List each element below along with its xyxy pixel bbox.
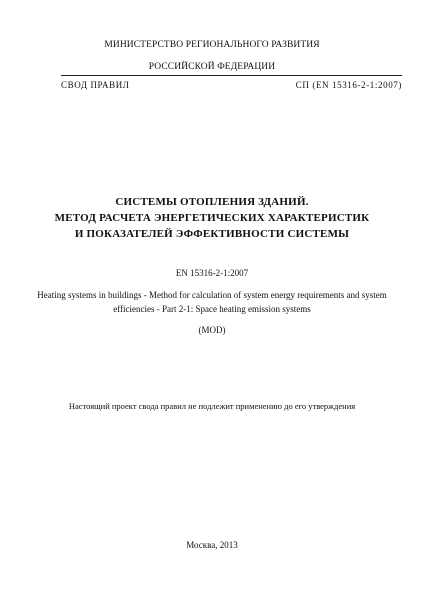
title-line: СИСТЕМЫ ОТОПЛЕНИЯ ЗДАНИЙ. [115,196,309,208]
english-title-line: efficiencies - Part 2-1: Space heating emission systems [113,303,311,314]
mod-label: (MOD) [198,325,226,335]
header-divider [61,75,402,76]
english-title [0,289,424,316]
federation-name: РОССИЙСКОЙ ФЕДЕРАЦИИ [148,62,276,72]
document-code: СП (EN 15316-2-1:2007) [295,80,402,90]
place-year: Москва, 2013 [186,540,238,550]
title-line: МЕТОД РАСЧЕТА ЭНЕРГЕТИЧЕСКИХ ХАРАКТЕРИСТИК [54,212,370,224]
document-title [0,194,424,242]
standard-code: EN 15316-2-1:2007 [175,268,249,278]
document-type: СВОД ПРАВИЛ [61,80,130,90]
approval-notice: Настоящий проект свода правил не подлежит применению до его утверждения [68,401,356,411]
code-row [61,80,402,94]
title-line: И ПОКАЗАТЕЛЕЙ ЭФФЕКТИВНОСТИ СИСТЕМЫ [74,228,350,240]
ministry-name: МИНИСТЕРСТВО РЕГИОНАЛЬНОГО РАЗВИТИЯ [104,40,320,50]
english-title-line: Heating systems in buildings - Method for calculation of system energy requirements and system [37,290,387,300]
